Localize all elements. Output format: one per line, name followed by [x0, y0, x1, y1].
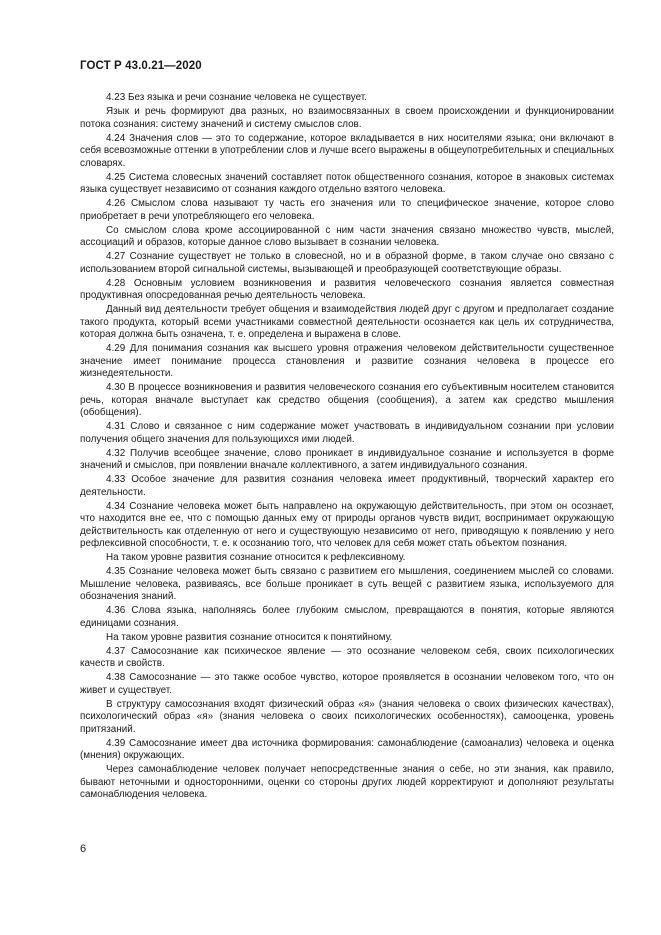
paragraph-4-34: 4.34 Сознание человека может быть направлено на окружающую действительность, при этом он осознает, что находится вне ее, что с помощью данных ему от природы органов чувств видит, воспринимает окружающую действительность как отделенную от него и существующую независимо от него, приводящую к появлению у него рефлексивной способности, т. е. к осознанию того, что человек для себя может стать объектом познания.	[80, 500, 614, 549]
paragraph-4-38: 4.38 Самосознание — это также особое чувство, которое проявляется в осознании человеком того, что он живет и существует.	[80, 672, 614, 696]
paragraph-4-37: 4.37 Самосознание как психическое явление — это осознание человеком себя, своих психологических качеств и свойств.	[80, 645, 614, 669]
paragraph-4-36: 4.36 Слова языка, наполняясь более глубоким смыслом, превращаются в понятия, которые являются единицами сознания.	[80, 605, 614, 629]
paragraph: На таком уровне развития сознание относится к понятийному.	[106, 631, 393, 643]
paragraph: Через самонаблюдение человек получает непосредственные знания о себе, но эти знания, как правило, бывают неточными и односторонними, оценки со стороны других людей корректируют и дополняют результаты самонаблюдения человека.	[80, 764, 614, 800]
paragraph-4-39: 4.39 Самосознание имеет два источника формирования: самонаблюдение (самоанализ) человека и оценка (мнения) окружающих.	[80, 737, 614, 761]
paragraph-4-27: 4.27 Сознание существует не только в словесной, но и в образной форме, в таком случае оно связано с использованием второй сигнальной системы, вызывающей и преобразующей соответствующие образы.	[80, 251, 614, 275]
page-number: 6	[80, 843, 87, 855]
document-body	[80, 92, 614, 803]
paragraph-4-31: 4.31 Слово и связанное с ним содержание может участвовать в индивидуальном сознании при условии получения общего значения для пользующихся ими людей.	[80, 421, 614, 445]
paragraph: Данный вид деятельности требует общения и взаимодействия людей друг с другом и предполагает создание такого продукта, который всеми участниками совместной деятельности осознается как цель их сотрудничества, которая должна быть означена, т. е. определена и выражена в слове.	[80, 304, 614, 340]
paragraph-4-33: 4.33 Особое значение для развития сознания человека имеет продуктивный, творческий характер его деятельности.	[80, 474, 614, 498]
document-header: ГОСТ Р 43.0.21—2020	[80, 60, 202, 72]
paragraph: В структуру самосознания входят физический образ «я» (знания человека о своих физических качествах), психологический образ «я» (знания человека о своих психологических особенностях), самооценка, уровень притязаний.	[80, 698, 614, 735]
paragraph-4-24: 4.24 Значения слов — это то содержание, которое вкладывается в них носителями языка; они включают в себя всевозможные оттенки в употреблении слов и лучше всего выражены в общеупотребительных и специальных словарях.	[80, 132, 614, 169]
paragraph: Язык и речь формируют два разных, но взаимосвязанных в своем происхождении и функционировании потока сознания: систему значений и систему смыслов слов.	[80, 106, 614, 130]
paragraph-4-35: 4.35 Сознание человека может быть связано с развитием его мышления, соединением мыслей со словами. Мышление человека, развиваясь, все больше проникает в суть вещей с развитием языка, используемого для обозначения знаний.	[80, 566, 614, 602]
paragraph-4-32: 4.32 Получив всеобщее значение, слово проникает в индивидуальное сознание и используется в форме значений и смыслов, при появлении вначале коллективного, а затем индивидуального сознания.	[80, 447, 614, 471]
paragraph-4-28: 4.28 Основным условием возникновения и развития человеческого сознания является совместная продуктивная опосредованная речью деятельность человека.	[80, 277, 614, 301]
paragraph-4-30: 4.30 В процессе возникновения и развития человеческого сознания его субъективным носителем становится речь, которая вначале выступает как средство общения (сообщения), а затем как средство мышления (обобщения).	[80, 382, 614, 418]
paragraph-4-23: 4.23 Без языка и речи сознание человека не существует.	[106, 92, 367, 103]
paragraph-4-29: 4.29 Для понимания сознания как высшего уровня отражения человеком действительности существенное значение имеет понимание процесса становления и развитие сознания человека в процессе его жизнедеятельности.	[80, 343, 614, 379]
paragraph-4-26: 4.26 Смыслом слова называют ту часть его значения или то специфическое значение, которое слово приобретает в речи употребляющего его человека.	[80, 198, 614, 222]
paragraph: На таком уровне развития сознание относится к рефлексивному.	[106, 552, 406, 563]
paragraph: Со смыслом слова кроме ассоциированной с ним части значения связано множество чувств, мыслей, ассоциаций и образов, которые данное слово вызывает в сознании человека.	[80, 224, 614, 248]
paragraph-4-25: 4.25 Система словесных значений составляет поток общественного сознания, которое в знаковых системах языка существует независимо от сознания каждого отдельно взятого человека.	[80, 171, 614, 195]
